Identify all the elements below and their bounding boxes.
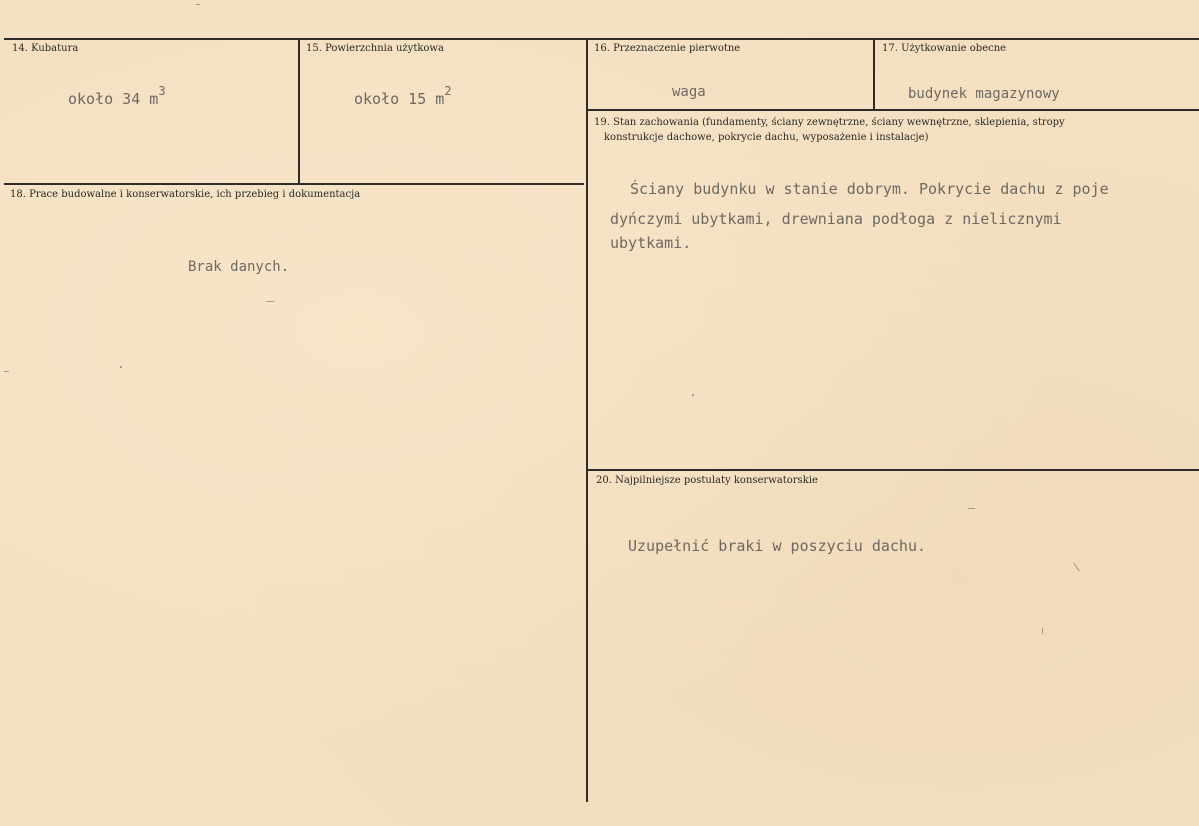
field-19-value-line2: dyńczymi ubytkami, drewniana podłoga z nielicznymi: [610, 210, 1062, 228]
rule-below-14-15: [4, 183, 584, 185]
field-14-value-exponent: 3: [158, 84, 166, 98]
field-20-value: Uzupełnić braki w poszyciu dachu.: [628, 537, 927, 555]
divider-14-15: [298, 38, 300, 184]
paper-mark: [1042, 628, 1043, 634]
field-19-label-line1: 19. Stan zachowania (fundamenty, ściany zewnętrzne, ściany wewnętrzne, sklepienia, stropy: [594, 117, 1065, 128]
paper-mark: [968, 508, 975, 509]
field-18-value: Brak danych.: [188, 259, 290, 275]
field-14-value-text: około 34 m: [68, 90, 159, 108]
field-14-value: [68, 86, 166, 112]
field-15-value-exponent: 2: [444, 84, 452, 98]
field-15-value: [354, 86, 452, 112]
field-19-label-line2: konstrukcje dachowe, pokrycie dachu, wyposażenie i instalacje): [604, 132, 929, 143]
rule-below-19: [588, 469, 1199, 471]
field-18-label: 18. Prace budowalne i konserwatorskie, ich przebieg i dokumentacja: [10, 189, 361, 200]
field-19-value-line1: Ściany budynku w stanie dobrym. Pokrycie dachu z poje: [630, 180, 1109, 198]
divider-16-17: [873, 38, 875, 110]
paper-mark: [1073, 563, 1080, 572]
paper-mark: [120, 366, 122, 368]
paper-mark: [692, 394, 694, 396]
top-rule: [4, 38, 1199, 40]
field-17-label: 17. Użytkowanie obecne: [882, 43, 1007, 54]
field-15-label: 15. Powierzchnia użytkowa: [306, 43, 444, 54]
paper-mark: [266, 301, 274, 302]
field-15-value-text: około 15 m: [354, 90, 445, 108]
paper-mark: [196, 4, 200, 5]
field-14-label: 14. Kubatura: [12, 43, 79, 54]
center-divider: [586, 38, 588, 802]
field-16-label: 16. Przeznaczenie pierwotne: [594, 43, 741, 54]
field-20-label: 20. Najpilniejsze postulaty konserwatorskie: [596, 475, 818, 486]
paper-mark: [4, 371, 9, 372]
field-19-value-line3: ubytkami.: [610, 234, 692, 252]
rule-below-16-17: [588, 109, 1199, 111]
field-16-value: waga: [672, 84, 706, 100]
field-17-value: budynek magazynowy: [908, 86, 1060, 102]
